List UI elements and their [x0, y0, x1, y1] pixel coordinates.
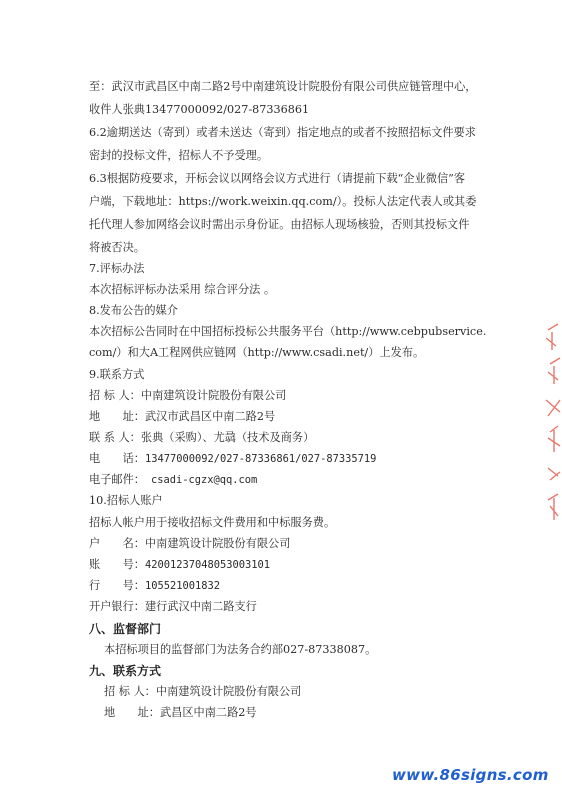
section-heading: 7.评标办法 [89, 262, 145, 275]
contact-tenderer-value: 中南建筑设计院股份有限公司 [140, 389, 287, 402]
contact-person-value: 张典（采购）、尤骉（技术及商务） [140, 431, 315, 444]
section-8-text: 本招标项目的监督部门为法务合约部027-87338087。 [104, 643, 377, 656]
text-line: 6.3根据防疫要求，开标会议以网络会议方式进行（请提前下载“企业微信”客 [89, 172, 466, 185]
text-line: 托代理人参加网络会议时需出示身份证。由招标人现场核验，否则其投标文件 [89, 218, 470, 231]
text-line: 招标人帐户用于接收招标文件费用和中标服务费。 [89, 516, 336, 529]
contact-phone-label: 电 话： [89, 452, 145, 465]
contact-email [89, 473, 257, 487]
account-name-value: 中南建筑设计院股份有限公司 [144, 537, 291, 550]
account-bank-value: 建行武汉中南二路支行 [144, 600, 257, 613]
section-9-heading: 九、联系方式 [89, 664, 162, 678]
text-line: 本次招标公告同时在中国招标投标公共服务平台（http://www.cebpubservice. [89, 325, 487, 338]
account-bank-no-value: 105521001832 [144, 580, 221, 592]
contact-tenderer [89, 389, 286, 403]
account-bank-no [89, 579, 220, 593]
contact-person [89, 431, 314, 445]
section-9-address-value: 武昌区中南二路2号 [159, 706, 257, 719]
section-heading: 8.发布公告的媒介 [89, 304, 178, 317]
account-number-label: 账 号： [89, 558, 145, 571]
text-line: 密封的投标文件，招标人不予受理。 [89, 149, 269, 162]
section-heading: 9.联系方式 [89, 368, 145, 381]
watermark: www.86signs.com [392, 766, 549, 784]
text-line: 6.2逾期送达（寄到）或者未送达（寄到）指定地点的或者不按照招标文件要求 [89, 126, 476, 139]
account-name-label: 户 名： [89, 537, 145, 550]
contact-address-value: 武汉市武昌区中南二路2号 [144, 410, 276, 423]
section-9-tenderer-value: 中南建筑设计院股份有限公司 [155, 685, 302, 698]
contact-person-label: 联 系 人： [89, 431, 141, 444]
section-heading: 10.招标人账户 [89, 494, 163, 507]
text-line: 收件人张典13477000092/027-87336861 [89, 103, 310, 116]
account-bank-label: 开户银行： [89, 600, 145, 613]
contact-tenderer-label: 招 标 人： [89, 389, 141, 402]
account-name [89, 537, 290, 551]
section-9-address [104, 706, 257, 720]
account-number [89, 558, 270, 572]
account-bank [89, 600, 257, 614]
section-9-tenderer [104, 685, 301, 699]
text-line: 户端，下载地址：https://work.weixin.qq.com/）。投标人法定代表人或其委 [89, 195, 477, 208]
contact-phone-value: 13477000092/027-87336861/027-87335719 [144, 453, 377, 465]
contact-address-label: 地 址： [89, 410, 145, 423]
contact-email-value: csadi-cgzx@qq.com [150, 474, 258, 486]
seal-stamp-edge [540, 320, 562, 530]
account-bank-no-label: 行 号： [89, 579, 145, 592]
contact-email-label: 电子邮件： [89, 473, 145, 486]
section-9-address-label: 地 址： [104, 706, 160, 719]
section-8-heading: 八、监督部门 [89, 622, 162, 636]
contact-address [89, 410, 275, 424]
text-line: 至：武汉市武昌区中南二路2号中南建筑设计院股份有限公司供应链管理中心， [89, 80, 477, 93]
contact-phone [89, 452, 376, 466]
text-line: 本次招标评标办法采用 综合评分法 。 [89, 283, 276, 296]
section-9-tenderer-label: 招 标 人： [104, 685, 156, 698]
account-number-value: 42001237048053003101 [144, 559, 271, 571]
text-line: 将被否决。 [89, 241, 145, 254]
text-line: com/）和大A工程网供应链网（http://www.csadi.net/）上发布。 [89, 346, 425, 359]
